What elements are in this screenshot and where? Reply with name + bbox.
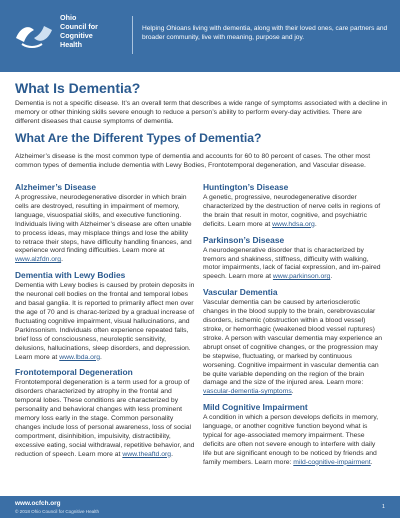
lewy-bodies-section (15, 270, 195, 362)
left-column (15, 182, 195, 465)
vascular-link[interactable]: vascular-dementia-symptoms (203, 388, 292, 396)
frontotemporal-section (15, 367, 195, 459)
section-title: Huntington’s Disease (203, 182, 289, 192)
intro-paragraph: Dementia is not a specific disease. It’s an overall term that describes a wide range of symptoms associated with a decline in memory or other thinking skills severe enough to reduce a person’s ability to perform every-day activities. There are different diseases that cause symptoms of dementia. (15, 100, 387, 125)
copyright: © 2018 Ohio Council for Cognitive Health (15, 509, 100, 514)
section-title: Dementia with Lewy Bodies (15, 270, 126, 281)
section-body: Dementia with Lewy bodies is caused by protein deposits in the neuronal cell bodies on the frontal and temporal lobes and basal ganglia. It is reported to primarily affect men over the age of 70 and is charac-terized by a gradual increase of fluctuating cognitive impairment, visual hallucinations, and Parkinsonism. Individuals often experience repeated falls, brief loss of consciousness, neuroleptic sensitivity, delusions, hallucinations, sleep disorders, and depression. Learn more at www.lbda.org. (15, 282, 195, 361)
section-body: Vascular dementia can be caused by arteriosclerotic changes in the blood supply to the brain, cerebrovascular disorders, ischemic (obstruction within a blood vessel) stroke, or hemorrhagic (weakened blood vessel ruptures) stroke. A person with vascular dementia may experience an abrupt onset of cognitive changes, or the progression may be stepwise, fluctuating, or marked by continuous worsening. Cognitive impairment in vascular dementia can be quite variable depending on the region of the brain damage and the size of the injured area. Learn more: vascular-dementia-symptoms. (203, 299, 383, 396)
section-title: Alzheimer’s Disease (15, 182, 97, 192)
section-body: A genetic, progressive, neurodegenerative disorder characterized by the destruction of nerve cells in regions of the brain that result in motor, cognitive, and psychiatric deficits. Learn more at www.hdsa.org. (203, 194, 381, 228)
two-hands-icon (12, 14, 56, 54)
mci-section (203, 402, 383, 467)
org-name: Ohio Council for Cognitive Health (60, 13, 98, 49)
header-divider (132, 16, 133, 54)
page-header (0, 0, 400, 72)
page-footer (0, 496, 400, 518)
theaftd-link[interactable]: www.theaftd.org (122, 450, 172, 458)
section-title: Frontotemporal Degeneration (15, 367, 133, 378)
section-body: A condition in which a person develops deficits in memory, language, or another cognitive function beyond what is typical for age-associated memory impairment. These deficits are often not severe enough to interfere with daily life but are significant enough to be noticed by friends and family members. Learn more: mild-cognitive-impairment. (203, 414, 379, 466)
parkinson-link[interactable]: www.parkinson.org (272, 273, 331, 281)
hdsa-link[interactable]: www.hdsa.org (272, 220, 315, 228)
section-title: Parkinson’s Disease (203, 234, 285, 245)
alzfdn-link[interactable]: www.alzfdn.org (15, 256, 62, 264)
mci-link[interactable]: mild-cognitive-impairment (293, 458, 371, 466)
section-heading: What Are the Different Types of Dementia? (15, 131, 262, 145)
section-title: Mild Cognitive Impairment (203, 402, 308, 413)
section-title: Vascular Dementia (203, 287, 278, 298)
parkinsons-section (203, 235, 383, 283)
right-column (203, 182, 383, 473)
alzheimers-section (15, 182, 195, 265)
section-body: A neurodegenerative disorder that is characterized by tremors and shakiness, stiffness, difficulty with walking, motor impairments, lack of facial expression, and im-paired speech. Learn more at www.parkinson.org. (203, 246, 381, 281)
page-number: 1 (382, 504, 385, 510)
huntingtons-section (203, 182, 383, 230)
vascular-section (203, 287, 383, 397)
types-paragraph: Alzheimer’s disease is the most common type of dementia and accounts for 60 to 80 percent of cases. The other most common types of dementia include dementia with Lewy Bodies, Frontotemporal degeneration, and Vascular disease. (15, 153, 371, 169)
section-body: Frontotemporal degeneration is a term used for a group of disorders characterized by atrophy in the frontal and temporal lobes. These conditions are characterized by personality and behavioral changes with less prominent memory loss early in the stage. Common personality changes include loss of personal awareness, loss of social comportment, disinhibition, impulsivity, distractibility, excessive eating, social withdrawal, repetitive behavior, and reduction of speech. Learn more at www.theaftd.org. (15, 379, 195, 458)
lbda-link[interactable]: www.lbda.org (59, 353, 101, 361)
page-title: What Is Dementia? (15, 80, 141, 96)
footer-url-link[interactable]: www.ocfch.org (15, 500, 61, 507)
section-body: A progressive, neurodegenerative disorder in which brain cells are destroyed, resulting in impairment of memory, language, visuospatial skills, and executive functioning. Individuals living with Alzheimer’s disease are often unable to process ideas, may misplace things and lose the ability to retrace their steps, have difficulty handling finances, and experience word finding difficulties. Learn more at www.alzfdn.org. (15, 194, 192, 264)
tagline: Helping Ohioans living with dementia, along with their loved ones, care partners and broader community, live with meaning, purpose and joy. (142, 25, 388, 41)
